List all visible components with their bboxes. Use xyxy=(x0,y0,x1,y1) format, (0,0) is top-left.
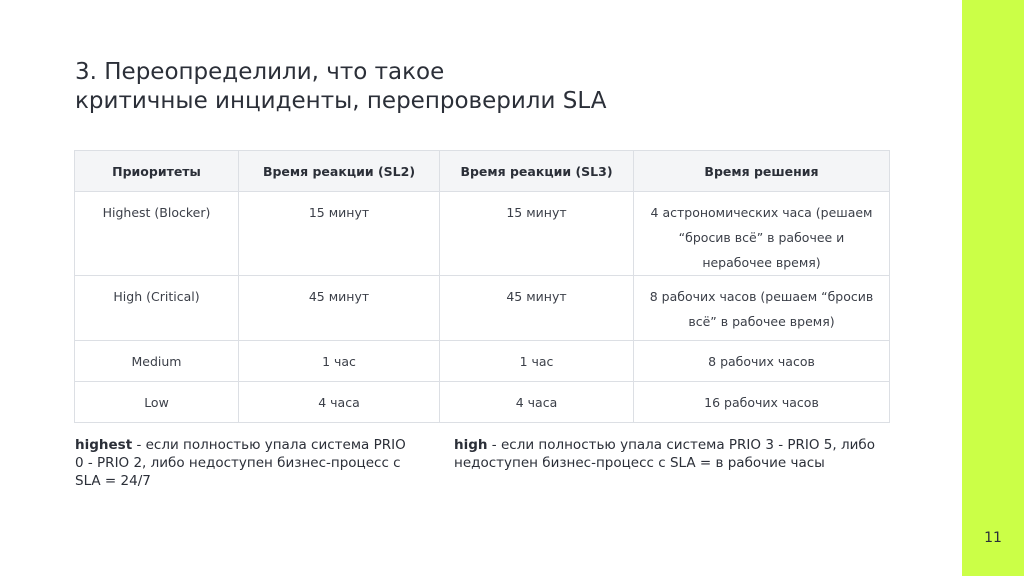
table-row xyxy=(75,276,890,341)
reaction-sl3-cell: 1 час xyxy=(440,341,634,382)
sla-table xyxy=(74,150,890,423)
page-number: 11 xyxy=(984,530,1002,546)
table-header-row xyxy=(75,151,890,192)
reaction-sl2-cell: 15 минут xyxy=(239,192,440,276)
note-highest-text: - если полностью упала система PRIO 0 - PRIO 2, либо недоступен бизнес-процесс с SLA = 24/7 xyxy=(75,437,406,489)
table-row xyxy=(75,192,890,276)
priority-cell: Highest (Blocker) xyxy=(75,192,239,276)
note-highest-term: highest xyxy=(75,437,133,453)
resolution-cell: 8 рабочих часов (решаем “бросив всё” в рабочее время) xyxy=(634,276,890,341)
resolution-cell: 16 рабочих часов xyxy=(634,382,890,423)
note-high-text: - если полностью упала система PRIO 3 - PRIO 5, либо недоступен бизнес-процесс с SLA = в рабочие часы xyxy=(454,437,875,471)
table-row xyxy=(75,341,890,382)
priority-cell: Medium xyxy=(75,341,239,382)
reaction-sl3-cell: 4 часа xyxy=(440,382,634,423)
resolution-cell: 8 рабочих часов xyxy=(634,341,890,382)
resolution-cell: 4 астрономических часа (решаем “бросив всё” в рабочее и нерабочее время) xyxy=(634,192,890,276)
slide-title-line-2: критичные инциденты, перепроверили SLA xyxy=(75,88,607,114)
reaction-sl2-cell: 4 часа xyxy=(239,382,440,423)
header-resolution-time: Время решения xyxy=(634,151,890,192)
reaction-sl2-cell: 45 минут xyxy=(239,276,440,341)
note-high xyxy=(454,436,924,472)
slide-title xyxy=(75,58,606,116)
header-priorities: Приоритеты xyxy=(75,151,239,192)
slide-title-line-1: 3. Переопределили, что такое xyxy=(75,59,445,85)
header-reaction-sl2: Время реакции (SL2) xyxy=(239,151,440,192)
reaction-sl3-cell: 45 минут xyxy=(440,276,634,341)
table-row xyxy=(75,382,890,423)
note-highest xyxy=(75,436,415,490)
priority-cell: Low xyxy=(75,382,239,423)
header-reaction-sl3: Время реакции (SL3) xyxy=(440,151,634,192)
reaction-sl2-cell: 1 час xyxy=(239,341,440,382)
note-high-term: high xyxy=(454,437,488,453)
priority-cell: High (Critical) xyxy=(75,276,239,341)
reaction-sl3-cell: 15 минут xyxy=(440,192,634,276)
accent-bar xyxy=(962,0,1024,576)
